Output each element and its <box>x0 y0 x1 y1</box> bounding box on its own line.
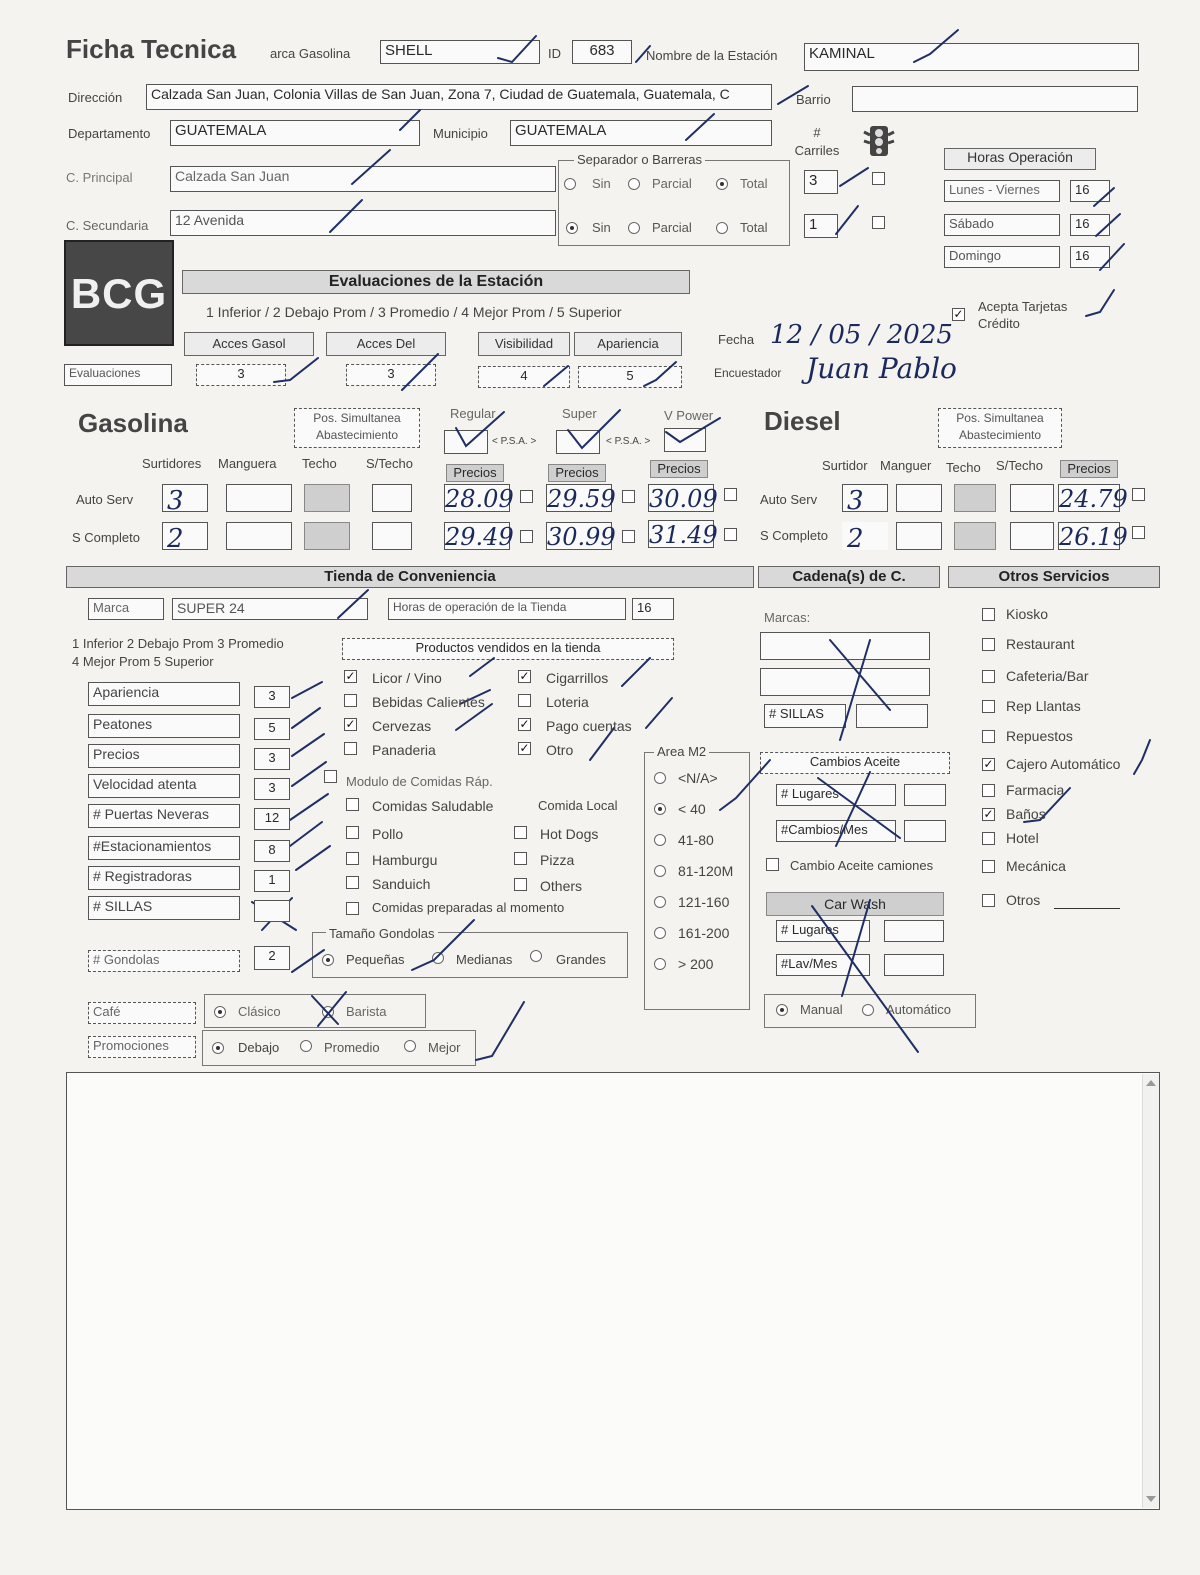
otros-underline <box>1054 908 1120 909</box>
horas-operacion-header: Horas Operación <box>944 148 1096 170</box>
super-label: Super <box>562 406 597 421</box>
productos-header: Productos vendidos en la tienda <box>342 638 674 660</box>
dsl-col-techo: Techo <box>946 460 981 475</box>
gas-auto-vpower-price-value: 30.09 <box>649 485 718 513</box>
area-option-radio[interactable] <box>654 958 666 970</box>
producto-check[interactable]: ✓ <box>345 717 356 731</box>
cambios-mes-label: #Cambios/Mes <box>776 820 896 842</box>
tienda-header: Tienda de Conveniencia <box>66 566 754 588</box>
evaluaciones-row-label: Evaluaciones <box>64 364 172 386</box>
producto-check[interactable]: ✓ <box>519 669 530 683</box>
gas-auto-stecho[interactable] <box>372 484 412 512</box>
dsl-auto-surtidor-value: 3 <box>847 486 864 516</box>
comida-check[interactable] <box>346 876 359 889</box>
separador-title: Separador o Barreras <box>574 152 705 167</box>
municipio-label: Municipio <box>433 126 488 141</box>
modulo-comidas-label: Modulo de Comidas Ráp. <box>346 774 493 789</box>
dsl-completo-surtidor-value: 2 <box>847 524 864 554</box>
check-mark <box>292 762 326 786</box>
lunes-viernes-field[interactable]: 16 <box>1070 180 1110 202</box>
area-option-label: <N/A> <box>678 770 718 786</box>
precios-regular-header: Precios <box>446 464 504 482</box>
cafe-barista-radio[interactable] <box>322 1006 334 1018</box>
area-option-radio[interactable] <box>654 772 666 784</box>
comida-check[interactable] <box>346 826 359 839</box>
cadena-marcas-label: Marcas: <box>764 610 811 625</box>
promociones-label: Promociones <box>88 1036 196 1058</box>
comida-local-label: Comida Local <box>538 798 618 813</box>
dsl-auto-serv-label: Auto Serv <box>760 492 818 507</box>
carriles-r2-field[interactable]: 1 <box>804 214 838 238</box>
tienda-rating-label: Precios <box>88 744 240 768</box>
check-mark <box>646 698 672 728</box>
cadena-header: Cadena(s) de C. <box>758 566 940 588</box>
gas-completo-surtidores[interactable] <box>162 522 208 554</box>
cafe-label: Café <box>88 1002 196 1024</box>
acces-gasol-header: Acces Gasol <box>184 332 314 356</box>
tienda-rating-label: # SILLAS <box>88 896 240 920</box>
producto-check[interactable] <box>344 694 357 707</box>
check-mark <box>292 682 322 698</box>
area-title: Area M2 <box>654 744 709 759</box>
otro-servicio-label: Cajero Automático <box>1006 756 1121 772</box>
c-principal-field[interactable]: Calzada San Juan <box>170 166 556 192</box>
dsl-completo-manguer[interactable] <box>896 522 942 550</box>
dsl-completo-price[interactable] <box>1058 522 1128 551</box>
otros-servicios-header: Otros Servicios <box>948 566 1160 588</box>
check-mark <box>840 168 868 186</box>
gas-auto-regular-price-value: 28.09 <box>445 485 514 513</box>
separador-r1-sin-radio[interactable] <box>564 178 576 190</box>
separador-r2-parcial-radio[interactable] <box>628 222 640 234</box>
gas-completo-techo[interactable] <box>304 522 350 550</box>
apariencia-field[interactable]: 5 <box>578 366 682 388</box>
marca-gasolina-field[interactable]: SHELL <box>380 40 540 64</box>
encuestador-value: Juan Pablo <box>806 352 957 385</box>
separador-r2-sin-label: Sin <box>592 220 611 235</box>
diesel-pos-label: Pos. Simultanea Abastecimiento <box>938 408 1062 448</box>
tienda-rating-label: # Puertas Neveras <box>88 804 240 828</box>
sabado-label: Sábado <box>944 214 1060 236</box>
tienda-scale-1: 1 Inferior 2 Debajo Prom 3 Promedio <box>72 636 284 651</box>
check-mark <box>292 734 324 756</box>
evaluaciones-scale: 1 Inferior / 2 Debajo Prom / 3 Promedio / 4 Mejor Prom / 5 Superior <box>206 304 622 320</box>
dsl-completo-label: S Completo <box>760 528 828 543</box>
dsl-completo-surtidor[interactable] <box>842 522 888 554</box>
producto-label: Bebidas Calientes <box>372 694 485 710</box>
gas-auto-regular-check[interactable] <box>520 490 533 503</box>
area-option-label: 161-200 <box>678 925 730 941</box>
cambios-lugares-label: # Lugares <box>776 784 896 806</box>
otro-servicio-label: Cafeteria/Bar <box>1006 668 1089 684</box>
departamento-field[interactable]: GUATEMALA <box>170 120 420 146</box>
scroll-down-icon[interactable] <box>1146 1496 1156 1502</box>
producto-label: Panaderia <box>372 742 436 758</box>
modulo-comidas-check[interactable] <box>324 770 337 783</box>
separador-r1-sin-label: Sin <box>592 176 611 191</box>
gas-col-surtidores: Surtidores <box>142 456 202 471</box>
tienda-rating-label: Velocidad atenta <box>88 774 240 798</box>
marca-gasolina-label: arca Gasolina <box>270 46 351 61</box>
dsl-col-surtidor: Surtidor <box>822 458 868 473</box>
area-option-radio[interactable] <box>654 803 666 815</box>
dsl-auto-surtidor[interactable] <box>842 484 888 516</box>
check-mark <box>290 822 322 846</box>
tamano-grandes-radio[interactable] <box>530 950 542 962</box>
dsl-completo-stecho[interactable] <box>1010 522 1054 550</box>
tienda-marca-label: Marca <box>88 598 164 620</box>
barrio-field[interactable] <box>852 86 1138 112</box>
cafe-clasico-radio[interactable] <box>214 1006 226 1018</box>
dsl-auto-price-value: 24.79 <box>1059 485 1128 513</box>
visibilidad-header: Visibilidad <box>478 332 570 356</box>
gas-col-manguera: Manguera <box>218 456 277 471</box>
c-secundaria-field[interactable]: 12 Avenida <box>170 210 556 236</box>
cambios-header: Cambios Aceite <box>760 752 950 774</box>
tienda-rating-field[interactable]: 12 <box>254 808 290 830</box>
gas-auto-vpower-price[interactable] <box>648 484 718 513</box>
check-mark <box>836 206 858 234</box>
comidas-momento-check[interactable] <box>346 902 359 915</box>
check-mark <box>290 794 328 820</box>
tienda-rating-field[interactable]: 3 <box>254 748 290 770</box>
comida-check[interactable] <box>346 798 359 811</box>
scroll-up-icon[interactable] <box>1146 1080 1156 1086</box>
sabado-field[interactable]: 16 <box>1070 214 1110 236</box>
producto-label: Otro <box>546 742 574 758</box>
check-mark <box>1086 290 1114 316</box>
otro-servicio-check[interactable] <box>982 832 995 845</box>
separador-r2-total-label: Total <box>740 220 768 235</box>
check-mark <box>622 658 650 686</box>
cambio-camiones-check[interactable] <box>766 858 779 871</box>
promo-promedio-label: Promedio <box>324 1040 380 1055</box>
acepta-tarjetas-label: Acepta Tarjetas Crédito <box>978 299 1068 331</box>
check-mark <box>476 1002 524 1060</box>
direccion-label: Dirección <box>68 90 123 105</box>
comidas-momento-label: Comidas preparadas al momento <box>372 900 565 915</box>
diesel-title: Diesel <box>764 406 841 436</box>
gas-completo-super-check[interactable] <box>622 530 635 543</box>
dsl-auto-stecho[interactable] <box>1010 484 1054 512</box>
precios-vpower-header: Precios <box>650 460 708 478</box>
area-option-radio[interactable] <box>654 834 666 846</box>
otro-servicio-check[interactable] <box>982 730 995 743</box>
c-secundaria-label: C. Secundaria <box>66 218 149 233</box>
dsl-auto-techo[interactable] <box>954 484 996 512</box>
check-mark <box>1134 740 1150 774</box>
carriles-r2-check[interactable] <box>872 216 885 229</box>
psa-label-1: < P.S.A. > <box>492 436 537 447</box>
apariencia-header: Apariencia <box>574 332 682 356</box>
gas-completo-vpower-check[interactable] <box>724 528 737 541</box>
area-option-radio[interactable] <box>654 865 666 877</box>
carwash-lav-label: #Lav/Mes <box>776 954 870 976</box>
gas-completo-stecho[interactable] <box>372 522 412 550</box>
bcg-logo-text: BCG <box>70 270 168 317</box>
tamano-pequenas-label: Pequeñas <box>346 952 405 967</box>
carwash-lav-field[interactable] <box>884 954 944 976</box>
carriles-r1-check[interactable] <box>872 172 885 185</box>
tienda-marca-field[interactable]: SUPER 24 <box>172 598 368 620</box>
evaluaciones-header: Evaluaciones de la Estación <box>182 270 690 294</box>
acepta-tarjetas-check[interactable]: ✓ <box>953 307 964 321</box>
gas-auto-super-price-value: 29.59 <box>547 485 616 513</box>
tamano-title: Tamaño Gondolas <box>326 926 438 941</box>
carwash-lugares-label: # Lugares <box>776 920 870 942</box>
bcg-logo <box>64 240 174 346</box>
gondolas-field[interactable]: 2 <box>254 946 290 970</box>
producto-check[interactable]: ✓ <box>519 741 530 755</box>
gas-completo-label: S Completo <box>72 530 140 545</box>
cafe-barista-label: Barista <box>346 1004 387 1019</box>
promo-promedio-radio[interactable] <box>300 1040 312 1052</box>
id-field[interactable]: 683 <box>572 40 632 64</box>
otro-servicio-check[interactable]: ✓ <box>983 757 994 771</box>
otro-servicio-label: Rep Llantas <box>1006 698 1081 714</box>
separador-r1-parcial-radio[interactable] <box>628 178 640 190</box>
producto-label: Licor / Vino <box>372 670 442 686</box>
cadena-sillas-field[interactable] <box>856 704 928 728</box>
regular-pos-field[interactable] <box>444 430 488 454</box>
check-mark <box>292 708 320 728</box>
producto-label: Cervezas <box>372 718 432 734</box>
carwash-manual-label: Manual <box>800 1002 843 1017</box>
tienda-rating-field[interactable]: 3 <box>254 778 290 800</box>
producto-check[interactable] <box>344 742 357 755</box>
tienda-rating-field[interactable]: 8 <box>254 840 290 862</box>
otro-servicio-check[interactable] <box>982 894 995 907</box>
tienda-horas-field[interactable]: 16 <box>632 598 674 620</box>
dsl-completo-techo[interactable] <box>954 522 996 550</box>
tienda-rating-field[interactable]: 3 <box>254 686 290 708</box>
producto-check[interactable] <box>518 694 531 707</box>
check-mark <box>470 658 494 676</box>
gas-completo-super-price[interactable] <box>546 522 616 551</box>
separador-r2-total-radio[interactable] <box>716 222 728 234</box>
precios-super-header: Precios <box>548 464 606 482</box>
tienda-rating-label: Apariencia <box>88 682 240 706</box>
tienda-rating-label: Peatones <box>88 714 240 738</box>
precios-diesel-header: Precios <box>1060 460 1118 478</box>
separador-r2-parcial-label: Parcial <box>652 220 692 235</box>
gas-col-stecho: S/Techo <box>366 456 413 471</box>
gas-auto-regular-price[interactable] <box>444 484 514 513</box>
gasolina-title: Gasolina <box>78 408 188 438</box>
carwash-header: Car Wash <box>766 892 944 916</box>
cadena-sillas-label: # SILLAS <box>764 704 846 728</box>
carriles-r1-field[interactable]: 3 <box>804 170 838 194</box>
otro-servicio-label: Restaurant <box>1006 636 1075 652</box>
producto-label: Loteria <box>546 694 589 710</box>
dsl-auto-manguer[interactable] <box>896 484 942 512</box>
carwash-automatico-radio[interactable] <box>862 1004 874 1016</box>
cambios-lugares-field[interactable] <box>904 784 946 806</box>
gas-auto-serv-label: Auto Serv <box>76 492 134 507</box>
barrio-label: Barrio <box>796 92 831 107</box>
area-option-label: 121-160 <box>678 894 730 910</box>
gas-completo-regular-price[interactable] <box>444 522 514 551</box>
gas-auto-techo[interactable] <box>304 484 350 512</box>
separador-r2-sin-radio[interactable] <box>566 222 578 234</box>
domingo-label: Domingo <box>944 246 1060 268</box>
area-option-label: < 40 <box>678 801 706 817</box>
area-option-label: 81-120M <box>678 863 734 879</box>
domingo-field[interactable]: 16 <box>1070 246 1110 268</box>
vpower-pos-field[interactable] <box>664 428 706 452</box>
gas-auto-vpower-check[interactable] <box>724 488 737 501</box>
gas-completo-manguera[interactable] <box>226 522 292 550</box>
tienda-rating-field[interactable]: 1 <box>254 870 290 892</box>
otro-servicio-label: Farmacia <box>1006 782 1065 798</box>
dsl-completo-check[interactable] <box>1132 526 1145 539</box>
c-principal-label: C. Principal <box>66 170 133 185</box>
gasolina-pos-label: Pos. Simultanea Abastecimiento <box>294 408 420 448</box>
producto-label: Pago cuentas <box>546 718 632 734</box>
tienda-scale-2: 4 Mejor Prom 5 Superior <box>72 654 214 669</box>
gas-completo-vpower-price[interactable] <box>648 520 718 549</box>
cadena-marca-1[interactable] <box>760 632 930 660</box>
comida-label: Hot Dogs <box>540 826 599 842</box>
dsl-auto-check[interactable] <box>1132 488 1145 501</box>
otro-servicio-check[interactable]: ✓ <box>983 807 994 821</box>
area-option-radio[interactable] <box>654 927 666 939</box>
check-mark <box>296 846 330 870</box>
otro-servicio-check[interactable] <box>982 700 995 713</box>
page-title: Ficha Tecnica <box>66 34 237 64</box>
cafe-clasico-label: Clásico <box>238 1004 281 1019</box>
dsl-auto-price[interactable] <box>1058 484 1128 513</box>
lunes-viernes-label: Lunes - Viernes <box>944 180 1060 202</box>
acces-del-header: Acces Del <box>326 332 446 356</box>
comida-check[interactable] <box>514 826 527 839</box>
promo-mejor-label: Mejor <box>428 1040 461 1055</box>
gas-col-techo: Techo <box>302 456 337 471</box>
tienda-rating-label: #Estacionamientos <box>88 836 240 860</box>
comida-check[interactable] <box>514 878 527 891</box>
otro-servicio-check[interactable] <box>982 784 995 797</box>
separador-r1-parcial-label: Parcial <box>652 176 692 191</box>
vpower-label: V Power <box>664 408 714 423</box>
tamano-pequenas-radio[interactable] <box>322 954 334 966</box>
regular-label: Regular <box>450 406 496 421</box>
comida-check[interactable] <box>346 852 359 865</box>
dsl-col-manguer: Manguer <box>880 458 932 473</box>
gondolas-label: # Gondolas <box>88 950 240 972</box>
area-option-radio[interactable] <box>654 896 666 908</box>
promo-debajo-label: Debajo <box>238 1040 280 1055</box>
producto-check[interactable]: ✓ <box>519 717 530 731</box>
cambios-mes-field[interactable] <box>904 820 946 842</box>
gas-auto-super-check[interactable] <box>622 490 635 503</box>
comida-check[interactable] <box>514 852 527 865</box>
super-pos-field[interactable] <box>556 430 600 454</box>
gas-completo-super-price-value: 30.99 <box>547 523 616 551</box>
comida-label: Pizza <box>540 852 575 868</box>
tamano-medianas-radio[interactable] <box>432 952 444 964</box>
municipio-field[interactable]: GUATEMALA <box>510 120 772 146</box>
gas-completo-regular-check[interactable] <box>520 530 533 543</box>
comida-label: Pollo <box>372 826 404 842</box>
dsl-completo-price-value: 26.19 <box>1059 523 1128 551</box>
carwash-lugares-field[interactable] <box>884 920 944 942</box>
producto-check[interactable]: ✓ <box>345 669 356 683</box>
tamano-grandes-label: Grandes <box>556 952 606 967</box>
gas-completo-regular-price-value: 29.49 <box>445 523 514 551</box>
departamento-label: Departamento <box>68 126 151 141</box>
acces-gasol-field[interactable]: 3 <box>196 364 286 386</box>
gas-auto-super-price[interactable] <box>546 484 616 513</box>
separador-r1-total-radio[interactable] <box>716 178 728 190</box>
carwash-automatico-label: Automático <box>886 1002 952 1017</box>
otro-servicio-check[interactable] <box>982 860 995 873</box>
tamano-medianas-label: Medianas <box>456 952 513 967</box>
carwash-manual-radio[interactable] <box>776 1004 788 1016</box>
gas-completo-vpower-price-value: 31.49 <box>649 521 718 549</box>
otro-servicio-check[interactable] <box>982 608 995 621</box>
gas-auto-manguera[interactable] <box>226 484 292 512</box>
otro-servicio-label: Otros <box>1006 892 1041 908</box>
tienda-rating-field[interactable]: 5 <box>254 718 290 740</box>
otro-servicio-label: Repuestos <box>1006 728 1073 744</box>
otro-servicio-check[interactable] <box>982 638 995 651</box>
otro-servicio-check[interactable] <box>982 670 995 683</box>
fecha-label: Fecha <box>718 332 755 347</box>
nombre-estacion-label: Nombre de la Estación <box>646 48 778 63</box>
separador-r1-total-label: Total <box>740 176 768 191</box>
id-label: ID <box>548 46 561 61</box>
promo-debajo-radio[interactable] <box>212 1042 224 1054</box>
carriles-label: # Carriles <box>794 125 840 158</box>
otro-servicio-label: Baños <box>1006 806 1046 822</box>
notes-area[interactable] <box>66 1072 1160 1510</box>
acces-del-field[interactable]: 3 <box>346 364 436 386</box>
comida-label: Others <box>540 878 583 894</box>
comida-label: Sanduich <box>372 876 431 892</box>
otro-servicio-label: Kiosko <box>1006 606 1049 622</box>
tienda-horas-label: Horas de operación de la Tienda <box>388 598 626 620</box>
tienda-rating-label: # Registradoras <box>88 866 240 890</box>
encuestador-label: Encuestador <box>714 366 782 380</box>
gas-completo-surtidores-value: 2 <box>167 524 184 554</box>
gas-auto-surtidores-value: 3 <box>167 486 184 516</box>
comida-label: Comidas Saludable <box>372 798 494 814</box>
cadena-marca-2[interactable] <box>760 668 930 696</box>
notes-scrollbar[interactable] <box>1142 1074 1159 1508</box>
nombre-estacion-field[interactable]: KAMINAL <box>804 43 1139 71</box>
traffic-light-icon <box>864 126 894 164</box>
area-option-label: > 200 <box>678 956 714 972</box>
otro-servicio-label: Mecánica <box>1006 858 1066 874</box>
dsl-col-stecho: S/Techo <box>996 458 1043 473</box>
producto-label: Cigarrillos <box>546 670 609 686</box>
otro-servicio-label: Hotel <box>1006 830 1039 846</box>
comida-label: Hamburgu <box>372 852 438 868</box>
direccion-field[interactable]: Calzada San Juan, Colonia Villas de San Juan, Zona 7, Ciudad de Guatemala, Guatemala, C <box>146 84 772 110</box>
promo-mejor-radio[interactable] <box>404 1040 416 1052</box>
cambio-camiones-label: Cambio Aceite camiones <box>790 858 934 873</box>
gas-auto-surtidores[interactable] <box>162 484 208 516</box>
area-option-label: 41-80 <box>678 832 714 848</box>
tienda-rating-field[interactable] <box>254 900 290 922</box>
fecha-value: 12 / 05 / 2025 <box>770 320 953 350</box>
psa-label-2: < P.S.A. > <box>606 436 651 447</box>
visibilidad-field[interactable]: 4 <box>478 366 570 388</box>
